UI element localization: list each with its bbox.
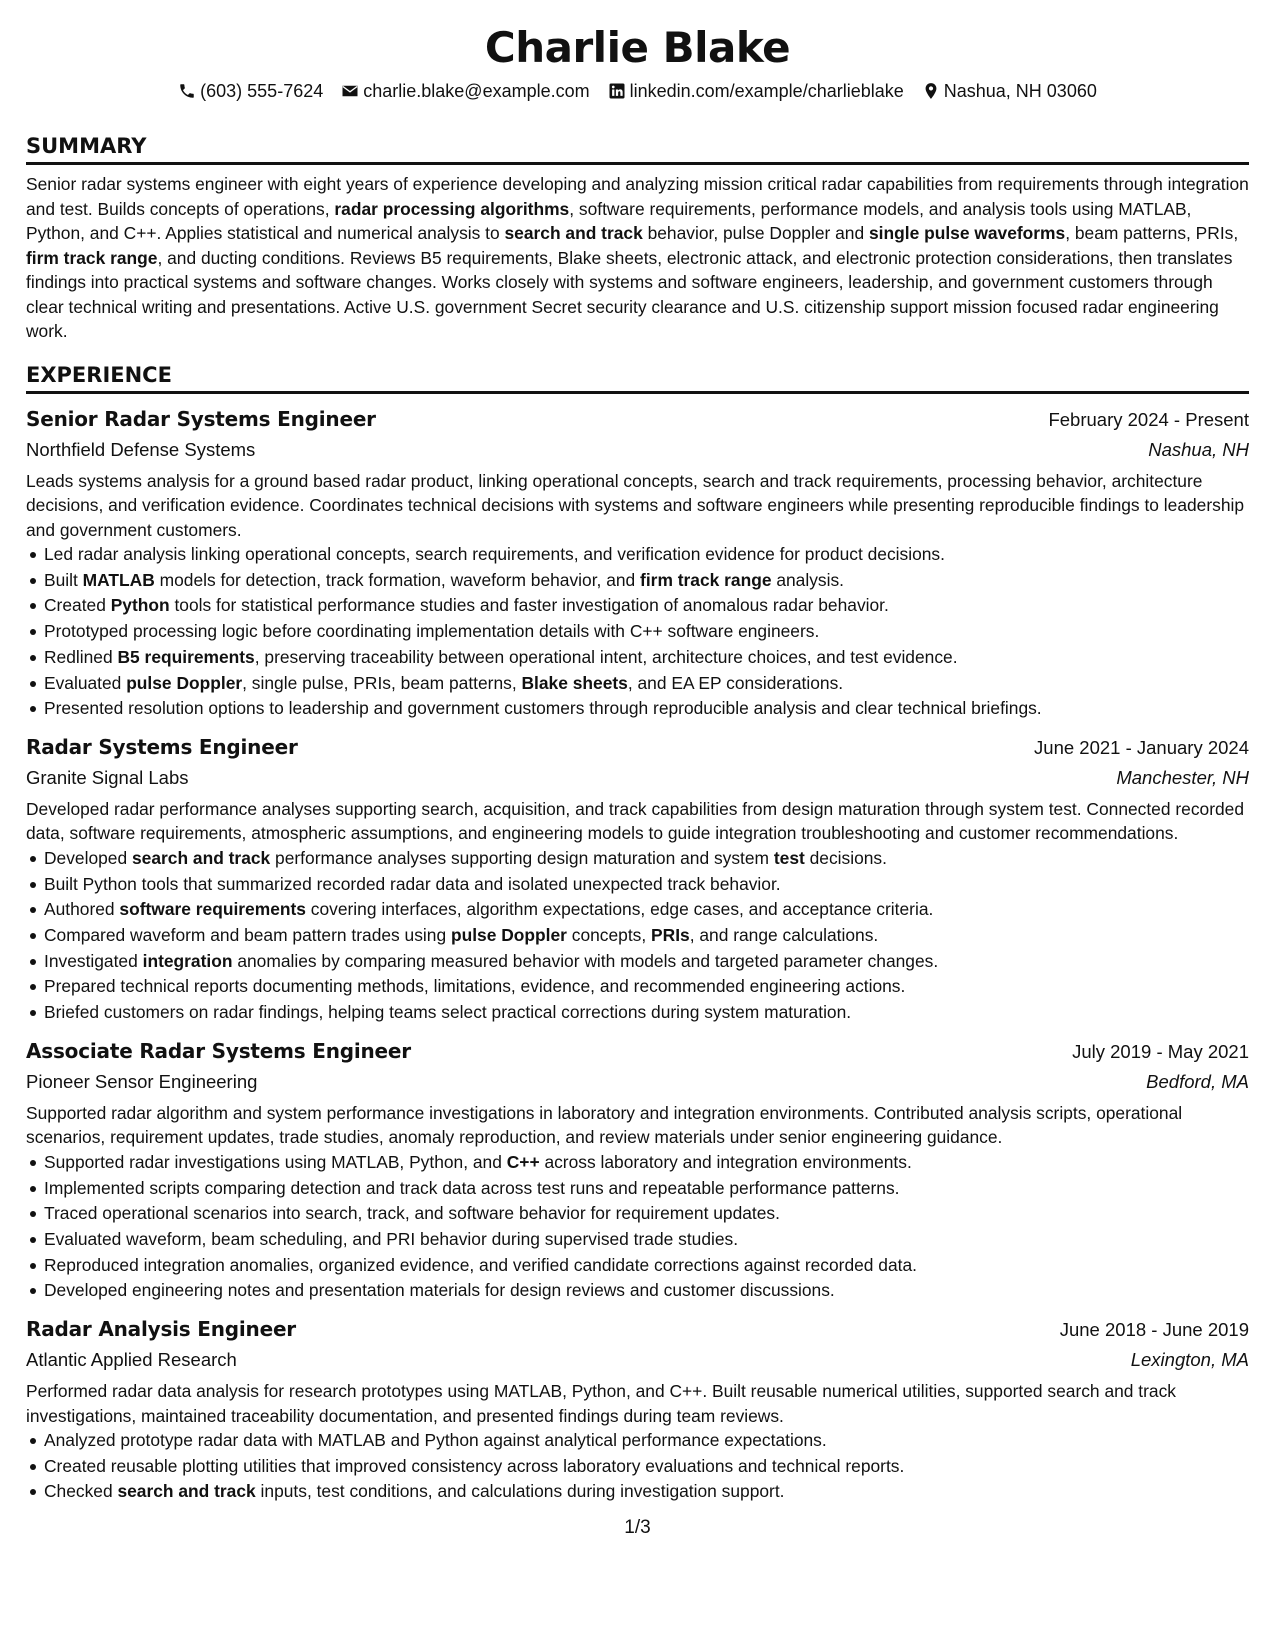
job-entry (26, 1314, 1249, 1505)
job-bullets (26, 846, 1249, 1026)
summary-heading: SUMMARY (26, 133, 1249, 165)
list-item: Built Python tools that summarized recorded radar data and isolated unexpected track behavior. (44, 872, 1249, 898)
list-item: Prepared technical reports documenting methods, limitations, evidence, and recommended engineering actions. (44, 974, 1249, 1000)
contact-phone (178, 79, 323, 103)
list-item: Redlined B5 requirements, preserving traceability between operational intent, architecture choices, and test evidence. (44, 645, 1249, 671)
contact-linkedin[interactable] (608, 79, 904, 103)
contact-location (922, 79, 1097, 103)
list-item: Traced operational scenarios into search, track, and software behavior for requirement updates. (44, 1201, 1249, 1227)
job-entry (26, 404, 1249, 722)
linkedin-link[interactable]: linkedin.com/example/charlieblake (629, 81, 904, 101)
linkedin-icon (608, 82, 626, 100)
list-item: Created Python tools for statistical performance studies and faster investigation of anomalous radar behavior. (44, 593, 1249, 619)
job-company-row (26, 1067, 1249, 1097)
job-title: Radar Analysis Engineer (26, 1317, 296, 1342)
job-company-row (26, 435, 1249, 465)
location-text: Nashua, NH 03060 (943, 81, 1097, 101)
list-item: Compared waveform and beam pattern trades using pulse Doppler concepts, PRIs, and range calculations. (44, 923, 1249, 949)
experience-list (26, 404, 1249, 1506)
candidate-name: Charlie Blake (484, 23, 791, 72)
job-entry (26, 1036, 1249, 1304)
job-dates: June 2021 - January 2024 (1034, 736, 1249, 758)
list-item: Evaluated waveform, beam scheduling, and PRI behavior during supervised trade studies. (44, 1227, 1249, 1253)
list-item: Presented resolution options to leadership and government customers through reproducible analysis and clear technical briefings. (44, 696, 1249, 722)
list-item: Investigated integration anomalies by comparing measured behavior with models and targeted parameter changes. (44, 949, 1249, 975)
job-title-row (26, 732, 1249, 763)
contact-email[interactable] (341, 79, 589, 103)
job-bullets (26, 542, 1249, 722)
email-link[interactable]: charlie.blake@example.com (363, 81, 590, 101)
job-description: Leads systems analysis for a ground based radar product, linking operational concepts, search and track requirements, processing behavior, architecture decisions, and verification evidence. Coordinates technical decisions with systems and software engineers while presenting reproducible findings to leadership and government customers. (26, 470, 1245, 540)
job-bullets (26, 1428, 1249, 1505)
list-item: Created reusable plotting utilities that improved consistency across laboratory evaluations and technical reports. (44, 1454, 1249, 1480)
job-description: Supported radar algorithm and system performance investigations in laboratory and integration environments. Contributed analysis scripts, operational scenarios, requirement updates, trade studies, anomaly reproduction, and review materials under senior engineering guidance. (26, 1102, 1183, 1148)
job-description: Developed radar performance analyses supporting search, acquisition, and track capabilities from design maturation through system test. Connected recorded data, software requirements, atmospheric assumptions, and engineering models to guide integration troubleshooting and customer recommendations. (26, 798, 1244, 844)
list-item: Evaluated pulse Doppler, single pulse, PRIs, beam patterns, Blake sheets, and EA EP considerations. (44, 671, 1249, 697)
job-title-row (26, 1036, 1249, 1067)
job-entry (26, 732, 1249, 1026)
list-item: Checked search and track inputs, test conditions, and calculations during investigation support. (44, 1479, 1249, 1505)
company-name: Atlantic Applied Research (26, 1349, 237, 1371)
company-name: Northfield Defense Systems (26, 438, 256, 460)
list-item: Reproduced integration anomalies, organized evidence, and verified candidate corrections against recorded data. (44, 1253, 1249, 1279)
job-location: Lexington, MA (1130, 1349, 1249, 1371)
job-location: Bedford, MA (1146, 1070, 1249, 1092)
list-item: Built MATLAB models for detection, track formation, waveform behavior, and firm track range analysis. (44, 568, 1249, 594)
list-item: Supported radar investigations using MATLAB, Python, and C++ across laboratory and integration environments. (44, 1150, 1249, 1176)
job-company-row (26, 763, 1249, 793)
job-title: Radar Systems Engineer (26, 734, 298, 759)
job-title-row (26, 1314, 1249, 1345)
phone-number: (603) 555-7624 (200, 81, 324, 101)
list-item: Briefed customers on radar findings, helping teams select practical corrections during system maturation. (44, 1000, 1249, 1026)
company-name: Granite Signal Labs (26, 766, 189, 788)
phone-icon (178, 82, 196, 100)
list-item: Led radar analysis linking operational concepts, search requirements, and verification evidence for product decisions. (44, 542, 1249, 568)
experience-heading: EXPERIENCE (26, 362, 1249, 394)
envelope-icon (341, 82, 359, 100)
job-location: Manchester, NH (1116, 766, 1249, 788)
resume-header (26, 0, 1249, 103)
resume-page (26, 0, 1249, 1650)
company-name: Pioneer Sensor Engineering (26, 1070, 258, 1092)
map-pin-icon (922, 82, 940, 100)
contact-bar (26, 79, 1249, 103)
summary-text: Senior radar systems engineer with eight years of experience developing and analyzing mission critical radar capabilities from requirements through integration and test. Builds concepts of operations, radar processing algorithms, software requirements, performance models, and analysis tools using MATLAB, Python, and C++. Applies statistical and numerical analysis to search and track behavior, pulse Doppler and single pulse waveforms, beam patterns, PRIs, firm track range, and ducting conditions. Reviews B5 requirements, Blake sheets, electronic attack, and electronic protection considerations, then translates findings into practical systems and software changes. Works closely with systems and software engineers, leadership, and government customers through clear technical writing and presentations. Active U.S. government Secret security clearance and U.S. citizenship support mission focused radar engineering work. (26, 174, 1249, 341)
job-description: Performed radar data analysis for research prototypes using MATLAB, Python, and C++. Built reusable numerical utilities, supported search and track investigations, maintained traceability documentation, and presented findings during team reviews. (26, 1381, 1176, 1426)
list-item: Developed search and track performance analyses supporting design maturation and system test decisions. (44, 846, 1249, 872)
job-dates: July 2019 - May 2021 (1072, 1040, 1249, 1062)
page-indicator: 1/3 (624, 1517, 651, 1538)
job-company-row (26, 1345, 1249, 1375)
job-title: Associate Radar Systems Engineer (26, 1038, 411, 1063)
list-item: Implemented scripts comparing detection and track data across test runs and repeatable performance patterns. (44, 1176, 1249, 1202)
job-title-row (26, 404, 1249, 435)
job-title: Senior Radar Systems Engineer (26, 406, 376, 431)
job-location: Nashua, NH (1148, 438, 1249, 460)
list-item: Analyzed prototype radar data with MATLAB and Python against analytical performance expectations. (44, 1428, 1249, 1454)
list-item: Prototyped processing logic before coordinating implementation details with C++ software engineers. (44, 619, 1249, 645)
job-dates: February 2024 - Present (1048, 408, 1249, 430)
job-dates: June 2018 - June 2019 (1059, 1319, 1249, 1341)
list-item: Authored software requirements covering interfaces, algorithm expectations, edge cases, and acceptance criteria. (44, 897, 1249, 923)
list-item: Developed engineering notes and presentation materials for design reviews and customer discussions. (44, 1278, 1249, 1304)
job-bullets (26, 1150, 1249, 1304)
